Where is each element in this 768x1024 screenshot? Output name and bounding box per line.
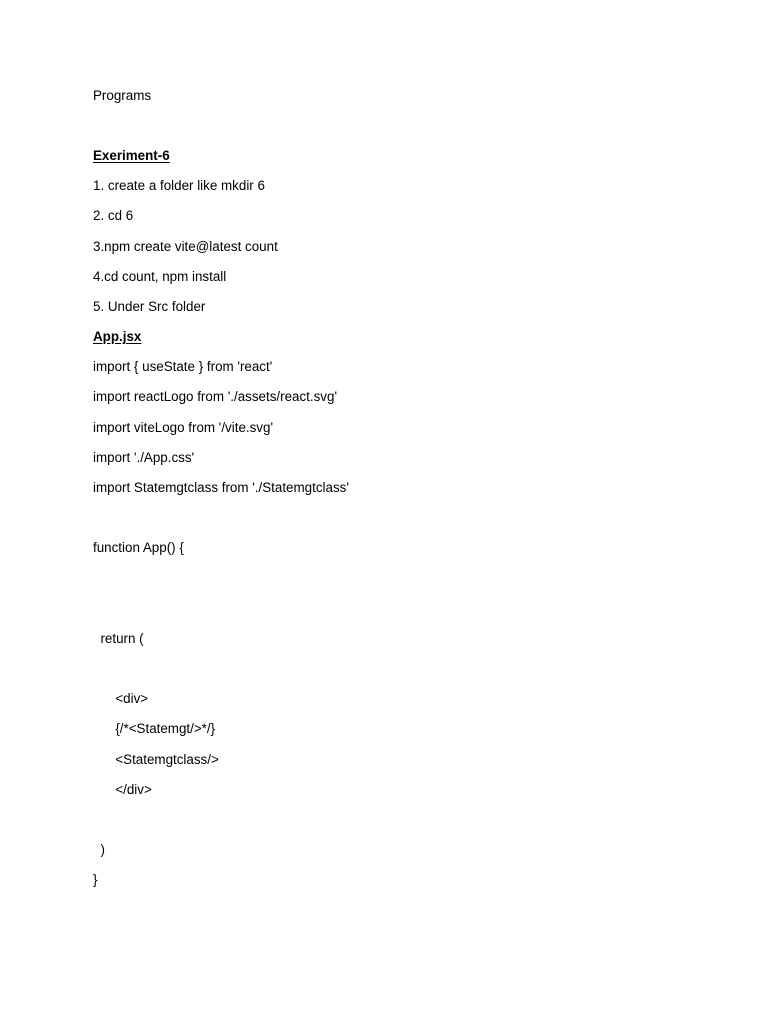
import-line: import viteLogo from '/vite.svg' [93,420,274,435]
div-close: </div> [93,782,152,797]
document-title: Programs [93,88,152,103]
comment-line: {/*<Statemgt/>*/} [93,721,216,736]
return-open: return ( [93,631,144,646]
step-5: 5. Under Src folder [93,299,206,314]
return-close: ) [93,842,105,857]
import-line: import './App.css' [93,450,195,465]
step-3: 3.npm create vite@latest count [93,239,278,254]
step-2: 2. cd 6 [93,208,134,223]
step-1: 1. create a folder like mkdir 6 [93,178,265,193]
function-declaration: function App() { [93,540,184,555]
file-heading: App.jsx [93,329,142,344]
component-line: <Statemgtclass/> [93,752,219,767]
import-line: import Statemgtclass from './Statemgtclass' [93,480,349,495]
function-close: } [93,872,98,887]
import-line: import { useState } from 'react' [93,359,273,374]
experiment-heading: Exeriment-6 [93,148,170,163]
import-line: import reactLogo from './assets/react.svg' [93,389,338,404]
div-open: <div> [93,691,149,706]
step-4: 4.cd count, npm install [93,269,227,284]
